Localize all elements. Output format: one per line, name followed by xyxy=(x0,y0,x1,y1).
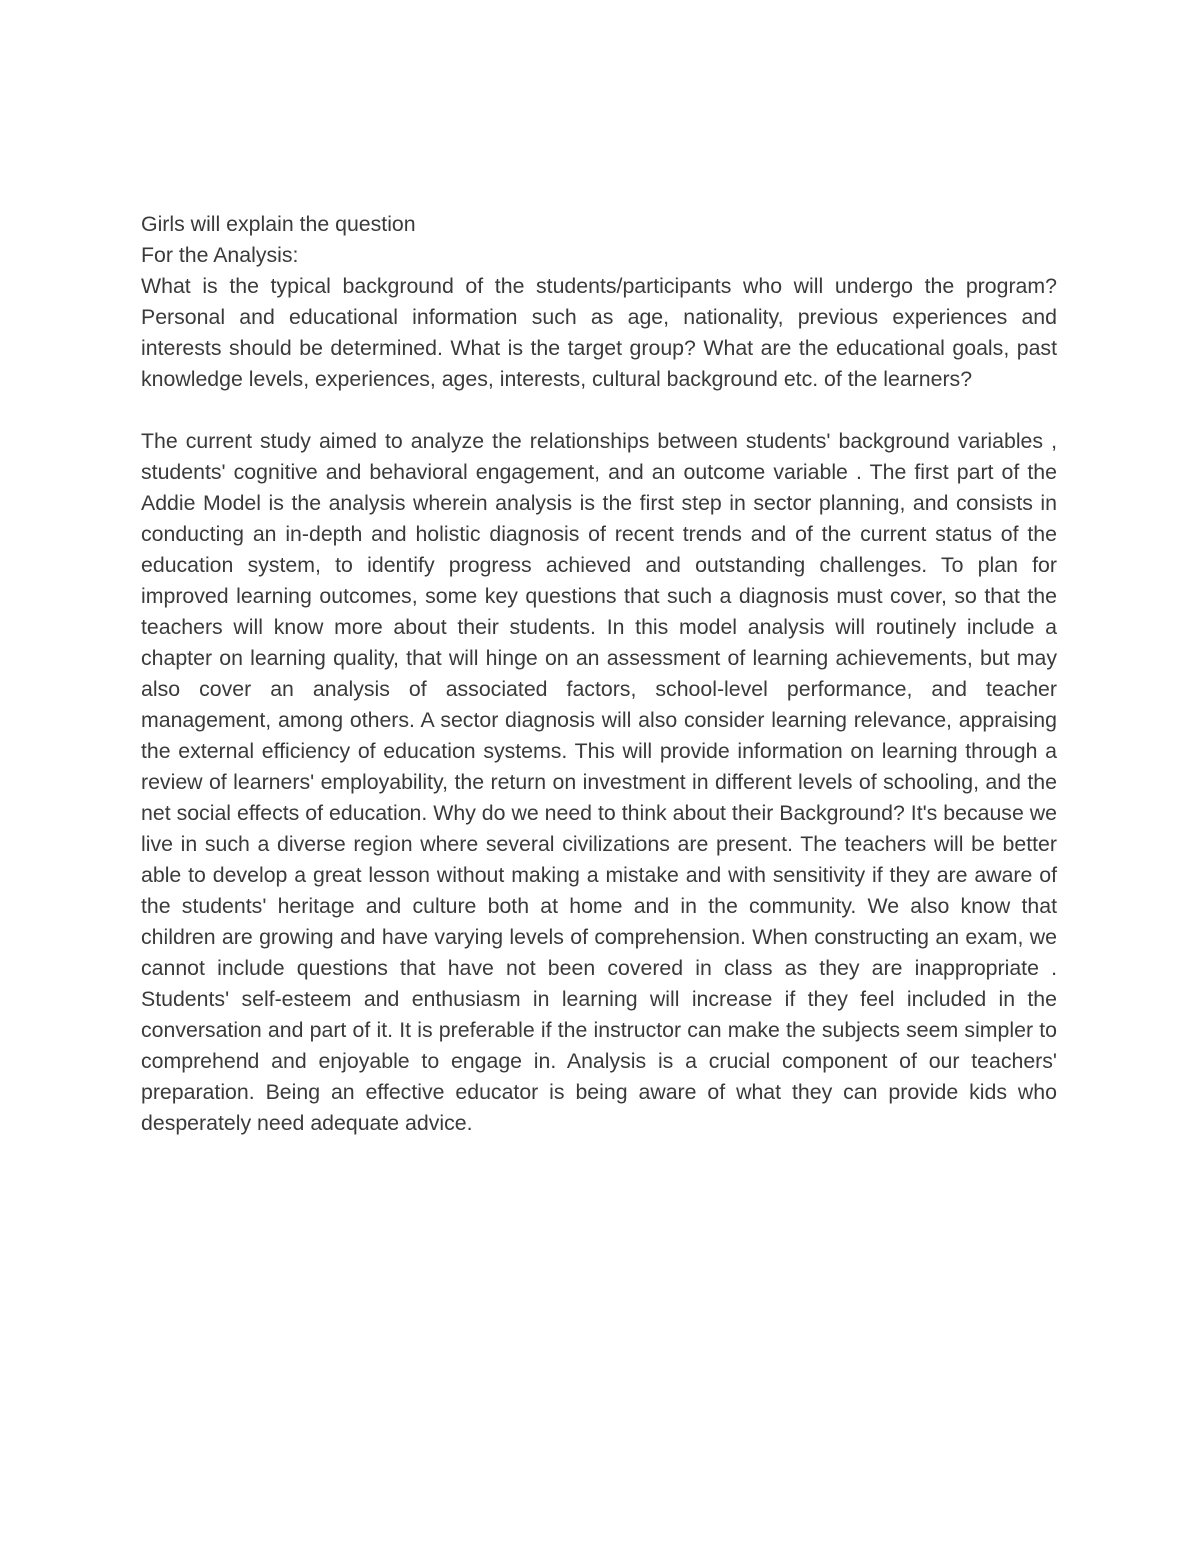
paragraph-spacer xyxy=(141,395,1057,426)
heading-line-2: For the Analysis: xyxy=(141,243,299,267)
document-body xyxy=(141,209,1057,1139)
answer-paragraph: The current study aimed to analyze the relationships between students' background variables , students' cognitive and behavioral engagement, and an outcome variable . The first part of the Addie Model is the analysis wherein analysis is the first step in sector planning, and consists in conducting an in-depth and holistic diagnosis of recent trends and of the current status of the education system, to identify progress achieved and outstanding challenges. To plan for improved learning outcomes, some key questions that such a diagnosis must cover, so that the teachers will know more about their students. In this model analysis will routinely include a chapter on learning quality, that will hinge on an assessment of learning achievements, but may also cover an analysis of associated factors, school-level performance, and teacher management, among others. A sector diagnosis will also consider learning relevance, appraising the external efficiency of education systems. This will provide information on learning through a review of learners' employability, the return on investment in different levels of schooling, and the net social effects of education. Why do we need to think about their Background? It's because we live in such a diverse region where several civilizations are present. The teachers will be better able to develop a great lesson without making a mistake and with sensitivity if they are aware of the students' heritage and culture both at home and in the community. We also know that children are growing and have varying levels of comprehension. When constructing an exam, we cannot include questions that have not been covered in class as they are inappropriate . Students' self-esteem and enthusiasm in learning will increase if they feel included in the conversation and part of it. It is preferable if the instructor can make the subjects seem simpler to comprehend and enjoyable to engage in. Analysis is a crucial component of our teachers' preparation. Being an effective educator is being aware of what they can provide kids who desperately need adequate advice. xyxy=(141,429,1057,1135)
question-paragraph: What is the typical background of the students/participants who will undergo the program? Personal and educational information such as age, nationality, previous experiences and interests should be determined. What is the target group? What are the educational goals, past knowledge levels, experiences, ages, interests, cultural background etc. of the learners? xyxy=(141,274,1057,391)
heading-line-1: Girls will explain the question xyxy=(141,212,416,236)
